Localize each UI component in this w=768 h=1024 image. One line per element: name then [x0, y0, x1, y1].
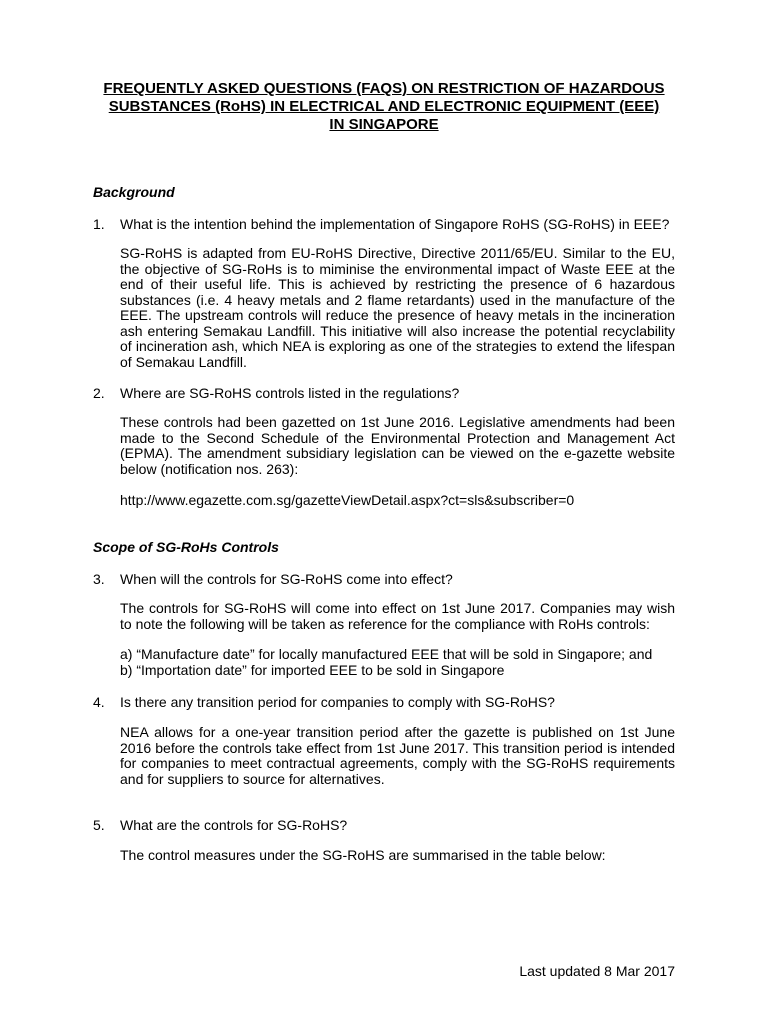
question-number: 1.: [93, 216, 105, 232]
section-heading-scope: Scope of SG-RoHs Controls: [93, 539, 279, 555]
faq-answer-3: The controls for SG-RoHS will come into effect on 1st June 2017. Companies may wish to note the following will be taken as reference for the compliance with RoHs controls:: [120, 600, 675, 632]
faq-question-2: [93, 385, 678, 402]
faq-answer-1: SG-RoHS is adapted from EU-RoHS Directive, Directive 2011/65/EU. Similar to the EU, the objective of SG-RoHs is to miminise the environmental impact of Waste EEE at the end of their useful life. This is achieved by restricting the presence of 6 hazardous substances (i.e. 4 heavy metals and 2 flame retardants) used in the manufacture of the EEE. The upstream controls will reduce the presence of heavy metals in the incineration ash entering Semakau Landfill. This initiative will also increase the potential recyclability of incineration ash, which NEA is exploring as one of the strategies to extend the lifespan of Semakau Landfill.: [120, 245, 675, 370]
question-text: When will the controls for SG-RoHS come into effect?: [120, 571, 453, 587]
question-text: What is the intention behind the implementation of Singapore RoHS (SG-RoHS) in EEE?: [120, 216, 670, 232]
faq-question-5: [93, 817, 678, 834]
list-item-a: a) “Manufacture date” for locally manufactured EEE that will be sold in Singapore; and: [120, 646, 653, 662]
faq-question-3: [93, 571, 678, 588]
faq-answer-4: NEA allows for a one-year transition period after the gazette is published on 1st June 2016 before the controls take effect from 1st June 2017. This transition period is intended for companies to meet contractual agreements, comply with the SG-RoHS requirements and for suppliers to source for alternatives.: [120, 724, 675, 787]
faq-question-1: [93, 216, 678, 233]
last-updated-footer: Last updated 8 Mar 2017: [519, 963, 675, 979]
question-number: 3.: [93, 571, 105, 587]
question-number: 2.: [93, 385, 105, 401]
document-title: FREQUENTLY ASKED QUESTIONS (FAQS) ON RESTRICTION OF HAZARDOUS SUBSTANCES (RoHS) IN ELECTRICAL AND ELECTRONIC EQUIPMENT (EEE) IN SINGAPORE: [103, 80, 665, 133]
faq-answer-5: The control measures under the SG-RoHS are summarised in the table below:: [120, 847, 606, 863]
faq-answer-2: These controls had been gazetted on 1st June 2016. Legislative amendments had been made to the Second Schedule of the Environmental Protection and Management Act (EPMA). The amendment subsidiary legislation can be viewed on the e-gazette website below (notification nos. 263):: [120, 414, 675, 477]
question-number: 5.: [93, 817, 105, 833]
question-text: Where are SG-RoHS controls listed in the regulations?: [120, 385, 460, 401]
question-text: What are the controls for SG-RoHS?: [120, 817, 348, 833]
faq-question-4: [93, 694, 678, 711]
question-number: 4.: [93, 694, 105, 710]
section-heading-background: Background: [93, 184, 175, 200]
question-text: Is there any transition period for companies to comply with SG-RoHS?: [120, 694, 555, 710]
egazette-link[interactable]: http://www.egazette.com.sg/gazetteViewDetail.aspx?ct=sls&subscriber=0: [120, 492, 575, 508]
list-item-b: b) “Importation date” for imported EEE to be sold in Singapore: [120, 662, 505, 678]
